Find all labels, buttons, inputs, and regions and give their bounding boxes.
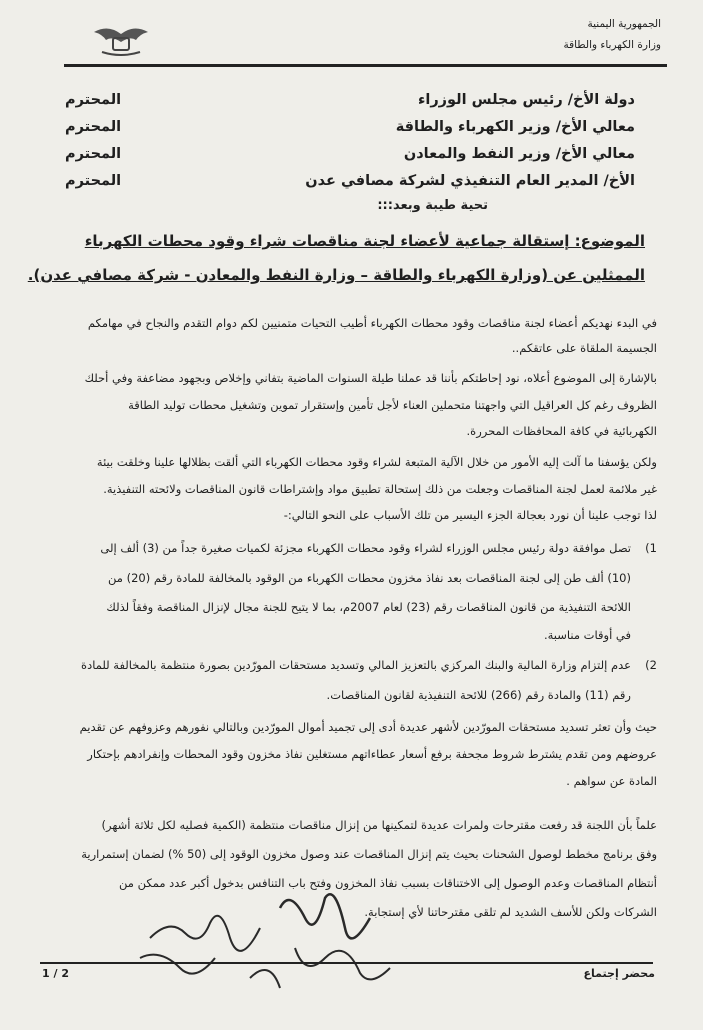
letterhead bbox=[361, 14, 661, 56]
item-number: 1) bbox=[645, 541, 657, 555]
footer-divider bbox=[40, 962, 653, 964]
body-line: عروضهم ومن تقدم يشترط شروط مجحفة برفع أسعار عطاءاتهم مستغلين نفاذ مخزون وقود المحطات وإنفرادهم بإحتكار bbox=[87, 747, 657, 761]
body-line: في أوقات مناسبة. bbox=[543, 628, 631, 642]
recipient-name: معالي الأخ/ وزير الكهرباء والطاقة bbox=[395, 119, 635, 135]
body-line: تصل موافقة دولة رئيس مجلس الوزراء لشراء وقود محطات الكهرباء مجزئة لكميات صغيرة جداً من (3) ألف إلى bbox=[100, 541, 631, 555]
body-line: عدم إلتزام وزارة المالية والبنك المركزي بالتعزيز المالي وتسديد مستحقات المورّدين بصورة منتظمة بالمخالفة للمادة bbox=[81, 658, 631, 672]
recipient-honorific: المحترم bbox=[65, 173, 122, 189]
body-line: الكهربائية في كافة المحافظات المحررة. bbox=[466, 424, 657, 438]
body-line: لذا توجب علينا أن نورد بعجالة الجزء اليسير من تلك الأسباب على النحو التالي:- bbox=[283, 508, 657, 522]
subject-line-2: الممثلين عن (وزارة الكهرباء والطاقة – وزارة النفط والمعادن - شركة مصافي عدن). bbox=[27, 266, 645, 284]
body-line: الشركات ولكن للأسف الشديد لم تلقى مقترحاتنا لأي إستجابة. bbox=[364, 905, 657, 919]
body-line: غير ملائمة لعمل لجنة المناقصات وجعلت من ذلك إستحالة تطبيق مواد وإشتراطات قانون المناقصات ولائحته التنفيذية. bbox=[103, 482, 657, 496]
recipient-name: الأخ/ المدير العام التنفيذي لشركة مصافي عدن bbox=[305, 173, 635, 189]
body-line: المادة عن سواهم . bbox=[566, 774, 657, 788]
body-line: ولكن يؤسفنا ما آلت إليه الأمور من خلال الآلية المتبعة لشراء وقود محطات الكهرباء التي ألقت بظلالها علينا وخلقت بيئة bbox=[96, 455, 657, 469]
greeting: تحية طيبة وبعد::: bbox=[377, 198, 488, 213]
header-divider bbox=[64, 64, 667, 67]
body-line: (10) ألف طن إلى لجنة المناقصات بعد نفاذ مخزون محطات الكهرباء من الوقود بالمخالفة للمادة رقم (20) من bbox=[108, 571, 631, 585]
letterhead-country: الجمهورية اليمنية bbox=[587, 18, 661, 30]
recipient-line bbox=[65, 92, 635, 118]
body-line: الجسيمة الملقاة على عاتقكم.. bbox=[511, 341, 657, 355]
body-line: الظروف رغم كل العراقيل التي واجهتنا متحملين العناء لأجل تأمين وإستقرار تموين وتشغيل محطات توليد الطاقة bbox=[128, 398, 657, 412]
body-line: أنتظام المناقصات وعدم الوصول إلى الاختناقات بسبب نفاذ المخزون وفتح باب التنافس بدخول أكبر عدد ممكن من bbox=[119, 876, 657, 890]
footer-minutes-label: محضر إجتماع bbox=[583, 967, 655, 980]
recipient-name: معالي الأخ/ وزير النفط والمعادن bbox=[403, 146, 635, 162]
handwritten-signatures bbox=[130, 878, 410, 998]
recipient-line bbox=[65, 173, 635, 199]
recipient-honorific: المحترم bbox=[65, 119, 122, 135]
recipient-name: دولة الأخ/ رئيس مجلس الوزراء bbox=[417, 92, 635, 108]
yemen-emblem-icon bbox=[90, 22, 152, 56]
body-line: رقم (11) والمادة رقم (266) للائحة التنفيذية لقانون المناقصات. bbox=[326, 688, 631, 702]
body-line: حيث وأن تعثر تسديد مستحقات المورّدين لأشهر عديدة أدى إلى تجميد أموال المورّدين وبالتالي نفورهم وعزوفهم عن تقديم bbox=[79, 720, 657, 734]
recipient-honorific: المحترم bbox=[65, 92, 122, 108]
recipient-line bbox=[65, 119, 635, 145]
letterhead-ministry: وزارة الكهرباء والطاقة bbox=[563, 39, 661, 51]
recipient-line bbox=[65, 146, 635, 172]
item-number: 2) bbox=[645, 658, 657, 672]
body-line: بالإشارة إلى الموضوع أعلاه، نود إحاطتكم بأننا قد عملنا طيلة السنوات الماضية بتفاني وإخلاص وبجهود مضاعفة وفي أحلك bbox=[84, 371, 657, 385]
recipient-honorific: المحترم bbox=[65, 146, 122, 162]
subject-line-1: الموضوع: إستقالة جماعية لأعضاء لجنة مناقصات شراء وقود محطات الكهرباء bbox=[84, 232, 645, 250]
body-line: وفق برنامج مخطط لوصول الشحنات بحيث يتم إنزال المناقصات عند وصول مخزون الوقود إلى (50 %) لضمان إستمرارية bbox=[81, 847, 657, 861]
body-line: اللائحة التنفيذية من قانون المناقصات رقم (23) لعام 2007م، بما لا يتيح للجنة مجال لإنزال المناقصة وفقاً لذلك bbox=[106, 600, 631, 614]
body-line: علماً بأن اللجنة قد رفعت مقترحات ولمرات عديدة لتمكينها من إنزال مناقصات منتظمة (الكمية فصليه لكل ثلاثة أشهر) bbox=[101, 818, 657, 832]
body-line: في البدء نهديكم أعضاء لجنة مناقصات وقود محطات الكهرباء أطيب التحيات متمنيين لكم دوام التقدم والنجاح في مهامكم bbox=[87, 316, 657, 330]
page-number: 1 / 2 bbox=[42, 967, 69, 980]
